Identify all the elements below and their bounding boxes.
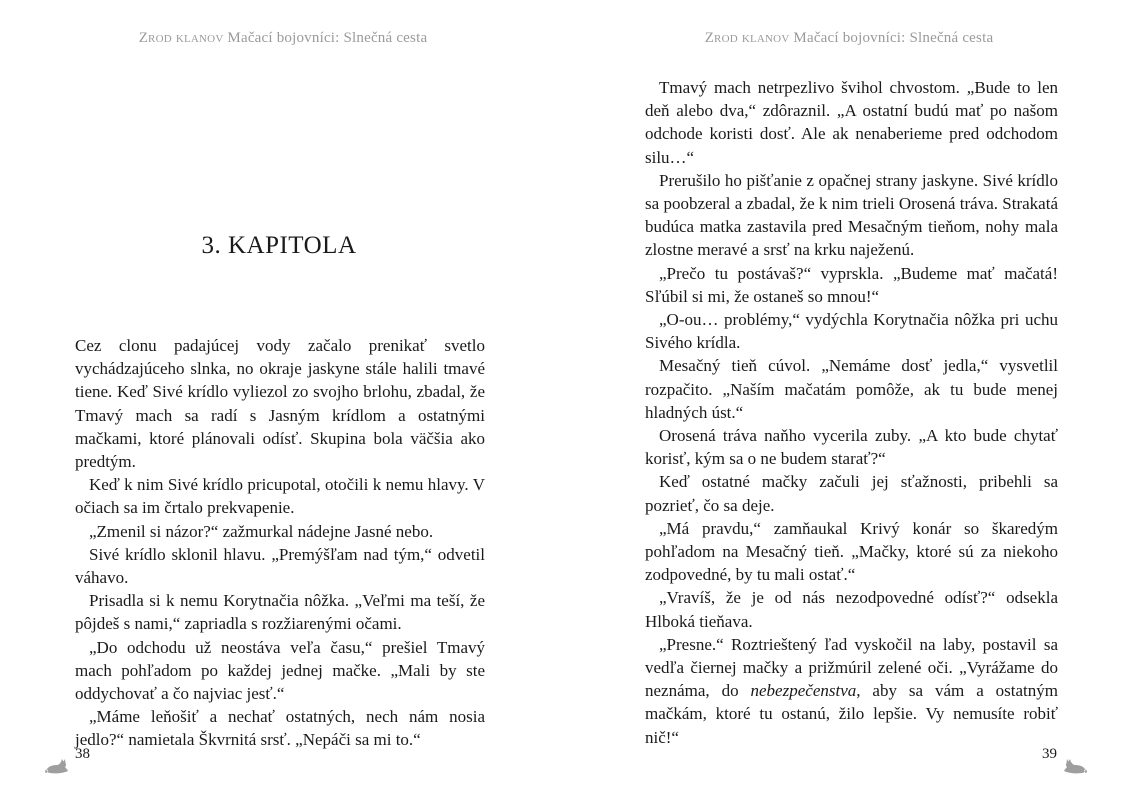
paragraph: „Zmenil si názor?“ zažmurkal nádejne Jasné nebo. <box>89 521 434 541</box>
paragraph: „Do odchodu už neostáva veľa času,“ prešiel Tmavý mach pohľadom po každej jednej mačke. „Mali by ste oddychovať a čo najviac jesť.“ <box>75 637 485 704</box>
paragraph: Orosená tráva naňho vycerila zuby. „A kto bude chytať korisť, kým sa o ne budem starať?“ <box>645 426 1058 469</box>
paragraph <box>645 633 1058 749</box>
paragraph: „Prečo tu postávaš?“ vyprskla. „Budeme mať mačatá! Sľúbil si mi, že ostaneš so mnou!“ <box>645 263 1058 306</box>
paragraph: Sivé krídlo sklonil hlavu. „Premýšľam nad tým,“ odvetil váhavo. <box>75 544 485 588</box>
paragraph: „Vravíš, že je od nás nezodpovedné odísť?“ odsekla Hlboká tieňava. <box>645 588 1058 631</box>
running-head-left <box>0 30 566 47</box>
paragraph: Prisadla si k nemu Korytnačia nôžka. „Veľmi ma teší, že pôjdeš s nami,“ zapriadla s rozžiarenými očami. <box>75 591 485 634</box>
cat-silhouette-icon <box>44 757 70 775</box>
paragraph-text: „Presne.“ Roztrieštený ľad vyskočil na laby, postavil sa vedľa čiernej mačky a prižmúril zelené oči. „Vyrážame do neznáma, do <box>645 634 1058 701</box>
paragraph: Prerušilo ho pišťanie z opačnej strany jaskyne. Sivé krídlo sa poobzeral a zbadal, že k nim trieli Orosená tráva. Strakatá budúca matka zastavila pred Mesačným tieňom, nohy mala zlostne meravé a srsť na krku naježenú. <box>645 170 1058 260</box>
chapter-title: 3. KAPITOLA <box>201 232 357 259</box>
paragraph: „O-ou… problémy,“ vydýchla Korytnačia nôžka pri uchu Sivého krídla. <box>645 310 1058 353</box>
running-head-series: Zrod klanov <box>138 30 224 46</box>
running-head-title: Mačací bojovníci: Slnečná cesta <box>227 30 428 46</box>
paragraph: Cez clonu padajúcej vody začalo prenikať svetlo vychádzajúceho slnka, no okraje jaskyne stále halili tmavé tiene. Keď Sivé krídlo vyliezol zo svojho brlohu, zbadal, že Tmavý mach sa radí s Jasným krídlom a ostatnými mačkami, ktoré plánovali odísť. Skupina bola väčšia ako predtým. <box>75 336 485 472</box>
running-head-series: Zrod klanov <box>704 30 790 46</box>
page-number-left: 38 <box>75 746 90 762</box>
cat-silhouette-icon <box>1062 757 1088 775</box>
left-body-text <box>75 334 485 752</box>
emphasis-text: nebezpečenstva <box>750 681 857 701</box>
paragraph: „Máme leňošiť a nechať ostatných, nech nám nosia jedlo?“ namietala Škvrnitá srsť. „Nepáči sa mi to.“ <box>75 707 485 750</box>
right-body-text <box>645 76 1058 749</box>
paragraph: „Má pravdu,“ zamňaukal Krivý konár so škaredým pohľadom na Mesačný tieň. „Mačky, ktoré sú za niekoho zodpovedné, by tu mali ostať.“ <box>645 518 1058 585</box>
paragraph: Keď ostatné mačky začuli jej sťažnosti, pribehli sa pozrieť, čo sa deje. <box>645 472 1058 515</box>
paragraph-text: , aby sa vám a ostatným mačkám, ktoré tu ostanú, žilo lepšie. Vy nemusíte robiť nič!“ <box>645 681 1058 747</box>
paragraph: Tmavý mach netrpezlivo švihol chvostom. „Bude to len deň alebo dva,“ zdôraznil. „A ostatní budú mať po našom odchode koristi dosť. Ale ak nenaberieme pred odchodom silu…“ <box>645 78 1058 167</box>
paragraph: Mesačný tieň cúvol. „Nemáme dosť jedla,“ vysvetlil rozpačito. „Naším mačatám pomôže, ak tu bude menej hladných úst.“ <box>645 356 1058 422</box>
running-head-title: Mačací bojovníci: Slnečná cesta <box>793 30 994 46</box>
page-number-right: 39 <box>1042 746 1057 762</box>
paragraph: Keď k nim Sivé krídlo pricupotal, otočili k nemu hlavy. V očiach sa im črtalo prekvapenie. <box>75 475 485 518</box>
running-head-right <box>566 30 1132 47</box>
